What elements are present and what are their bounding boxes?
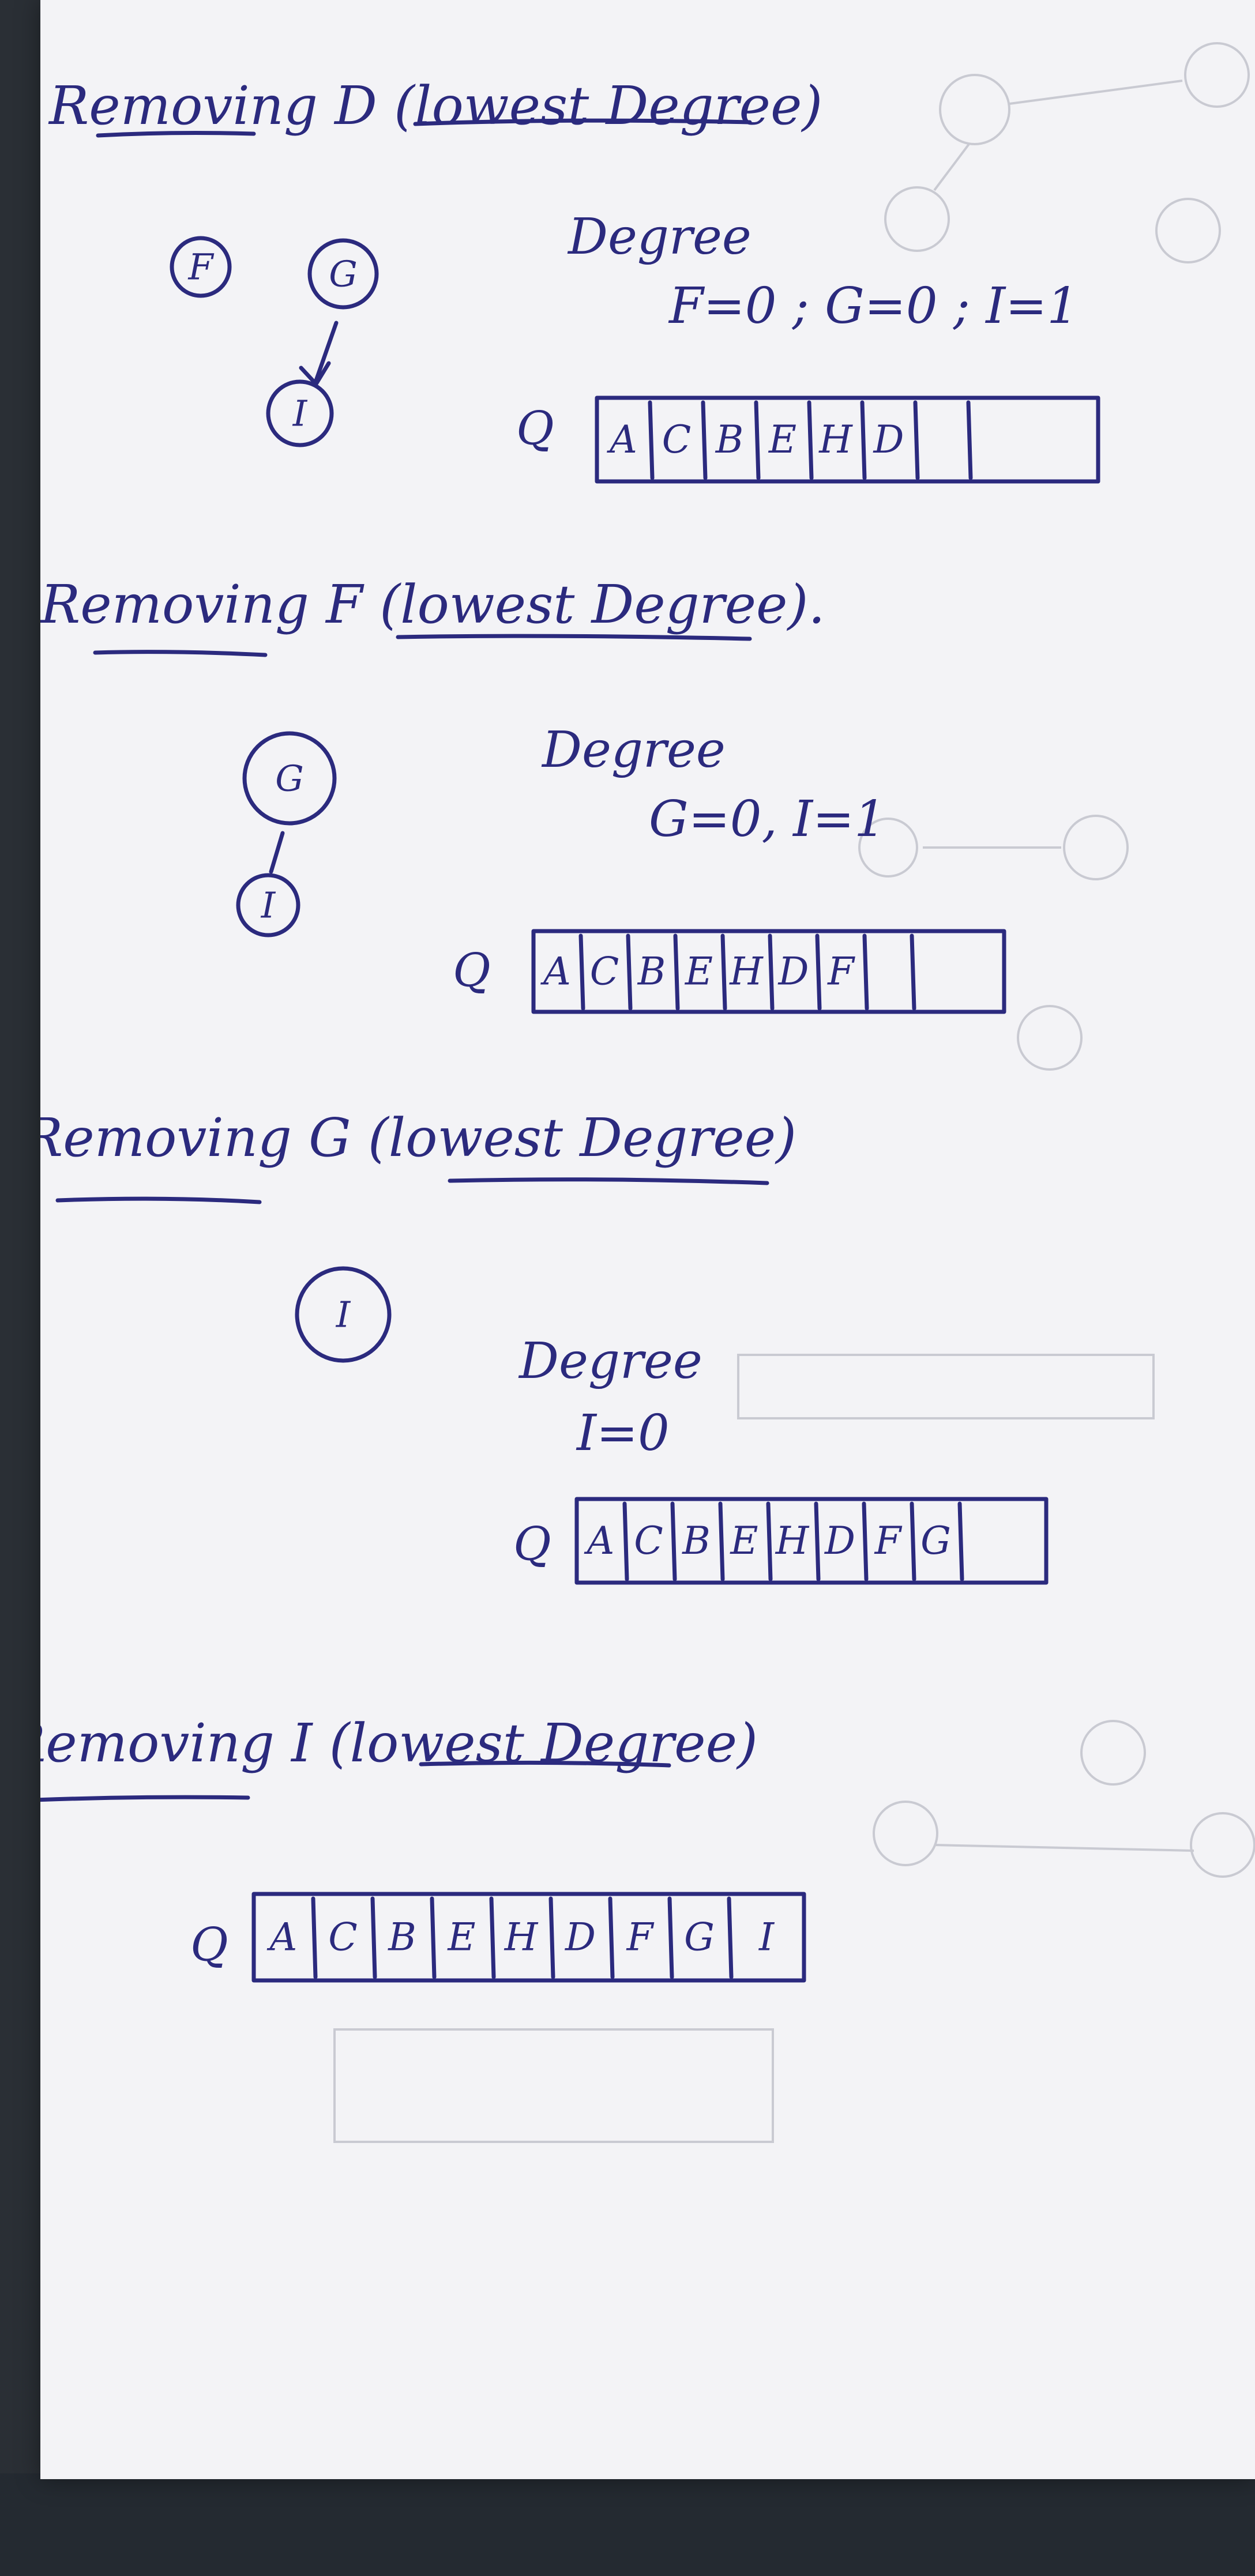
queue-divider: [703, 402, 705, 478]
handwritten-notes: [40, 0, 1255, 2479]
queue-divider: [960, 1504, 962, 1579]
queue-divider: [628, 936, 630, 1008]
queue-divider: [432, 1899, 434, 1977]
queue-divider: [768, 1504, 771, 1579]
queue-cell: H: [504, 1915, 538, 1960]
queue-cell: E: [730, 1519, 758, 1563]
queue-array: [577, 1499, 1046, 1583]
queue-cell: H: [730, 949, 763, 994]
queue-divider: [809, 402, 811, 478]
queue-label: Q: [190, 1918, 228, 1971]
queue-divider: [675, 936, 678, 1008]
queue-cell: H: [819, 417, 852, 462]
queue-divider: [817, 936, 820, 1008]
queue-divider: [650, 402, 652, 478]
heading-underline: [95, 652, 265, 655]
queue-divider: [912, 1504, 914, 1579]
queue-cell: E: [685, 949, 713, 994]
bleed-through-marks: [335, 43, 1254, 2142]
queue-divider: [625, 1504, 627, 1579]
queue-label: Q: [453, 943, 491, 997]
queue-cell: F: [626, 1915, 653, 1960]
degree-label: Degree: [519, 1332, 702, 1390]
queue-divider: [915, 402, 918, 478]
node-label: G: [329, 253, 358, 295]
queue-divider: [373, 1899, 375, 1977]
queue-divider: [670, 1899, 672, 1977]
section-1: [48, 75, 1098, 481]
queue-cell: D: [825, 1519, 855, 1563]
queue-divider: [816, 1504, 818, 1579]
queue-divider: [672, 1504, 675, 1579]
queue-divider: [581, 936, 583, 1008]
degree-label: Degree: [542, 721, 726, 779]
queue-cell: F: [828, 949, 854, 994]
queue-cell: E: [448, 1915, 476, 1960]
queue-array: [254, 1894, 804, 1980]
queue-cell: G: [684, 1915, 715, 1960]
queue-cell: E: [768, 417, 797, 462]
queue-divider: [313, 1899, 315, 1977]
queue-cell: G: [920, 1519, 951, 1563]
queue-cell: D: [565, 1915, 596, 1960]
queue-divider: [610, 1899, 613, 1977]
queue-array: [533, 931, 1004, 1012]
queue-divider: [912, 936, 914, 1008]
section-2: [40, 574, 1004, 1012]
heading-underline: [450, 1180, 767, 1183]
queue-cell: C: [589, 949, 619, 994]
queue-cell: B: [388, 1915, 416, 1960]
queue-label: Q: [516, 401, 554, 455]
queue-cell: I: [758, 1915, 775, 1960]
queue-cell: F: [874, 1519, 901, 1563]
queue-cell: C: [328, 1915, 358, 1960]
queue-cell: D: [873, 417, 904, 462]
edge-arrow: [316, 323, 336, 381]
node-label: G: [275, 757, 304, 800]
queue-array: [597, 398, 1098, 481]
degree-label: Degree: [568, 208, 752, 266]
queue-cell: C: [634, 1519, 663, 1563]
queue-divider: [756, 402, 758, 478]
heading-underline: [398, 636, 750, 639]
heading-underline: [40, 1797, 248, 1800]
queue-divider: [720, 1504, 723, 1579]
node-label: I: [336, 1293, 351, 1336]
section-4-heading: Removing I (lowest Degree): [40, 1712, 758, 1774]
queue-cell: C: [662, 417, 692, 462]
notebook-page: [40, 0, 1255, 2479]
queue-divider: [729, 1899, 731, 1977]
queue-divider: [968, 402, 971, 478]
section-3-heading: Removing G (lowest Degree): [40, 1107, 797, 1169]
queue-divider: [770, 936, 772, 1008]
queue-cell: D: [778, 949, 809, 994]
section-4: [40, 1712, 804, 1980]
queue-cell: B: [637, 949, 666, 994]
degree-values: G=0, I=1: [649, 790, 886, 848]
queue-divider: [864, 1504, 866, 1579]
queue-cell: A: [610, 417, 637, 462]
queue-divider: [862, 402, 865, 478]
queue-cell: A: [587, 1519, 615, 1563]
queue-divider: [551, 1899, 553, 1977]
node-label: I: [292, 392, 307, 435]
section-2-heading: Removing F (lowest Degree).: [40, 574, 825, 635]
queue-cell: A: [269, 1915, 298, 1960]
node-label: F: [188, 246, 213, 288]
section-3: [40, 1107, 1046, 1583]
node-label: I: [261, 884, 276, 927]
table-surface: [0, 2473, 1255, 2576]
queue-label: Q: [513, 1517, 551, 1571]
queue-cell: B: [682, 1519, 711, 1563]
queue-cell: B: [715, 417, 744, 462]
degree-values: I=0: [577, 1404, 670, 1462]
degree-values: F=0 ; G=0 ; I=1: [669, 277, 1079, 335]
section-1-heading: Removing D (lowest Degree): [49, 75, 823, 137]
heading-underline: [58, 1199, 260, 1202]
queue-divider: [491, 1899, 494, 1977]
queue-divider: [723, 936, 725, 1008]
edge-line: [271, 833, 283, 872]
queue-divider: [865, 936, 867, 1008]
queue-cell: A: [543, 949, 571, 994]
queue-cell: H: [775, 1519, 809, 1563]
